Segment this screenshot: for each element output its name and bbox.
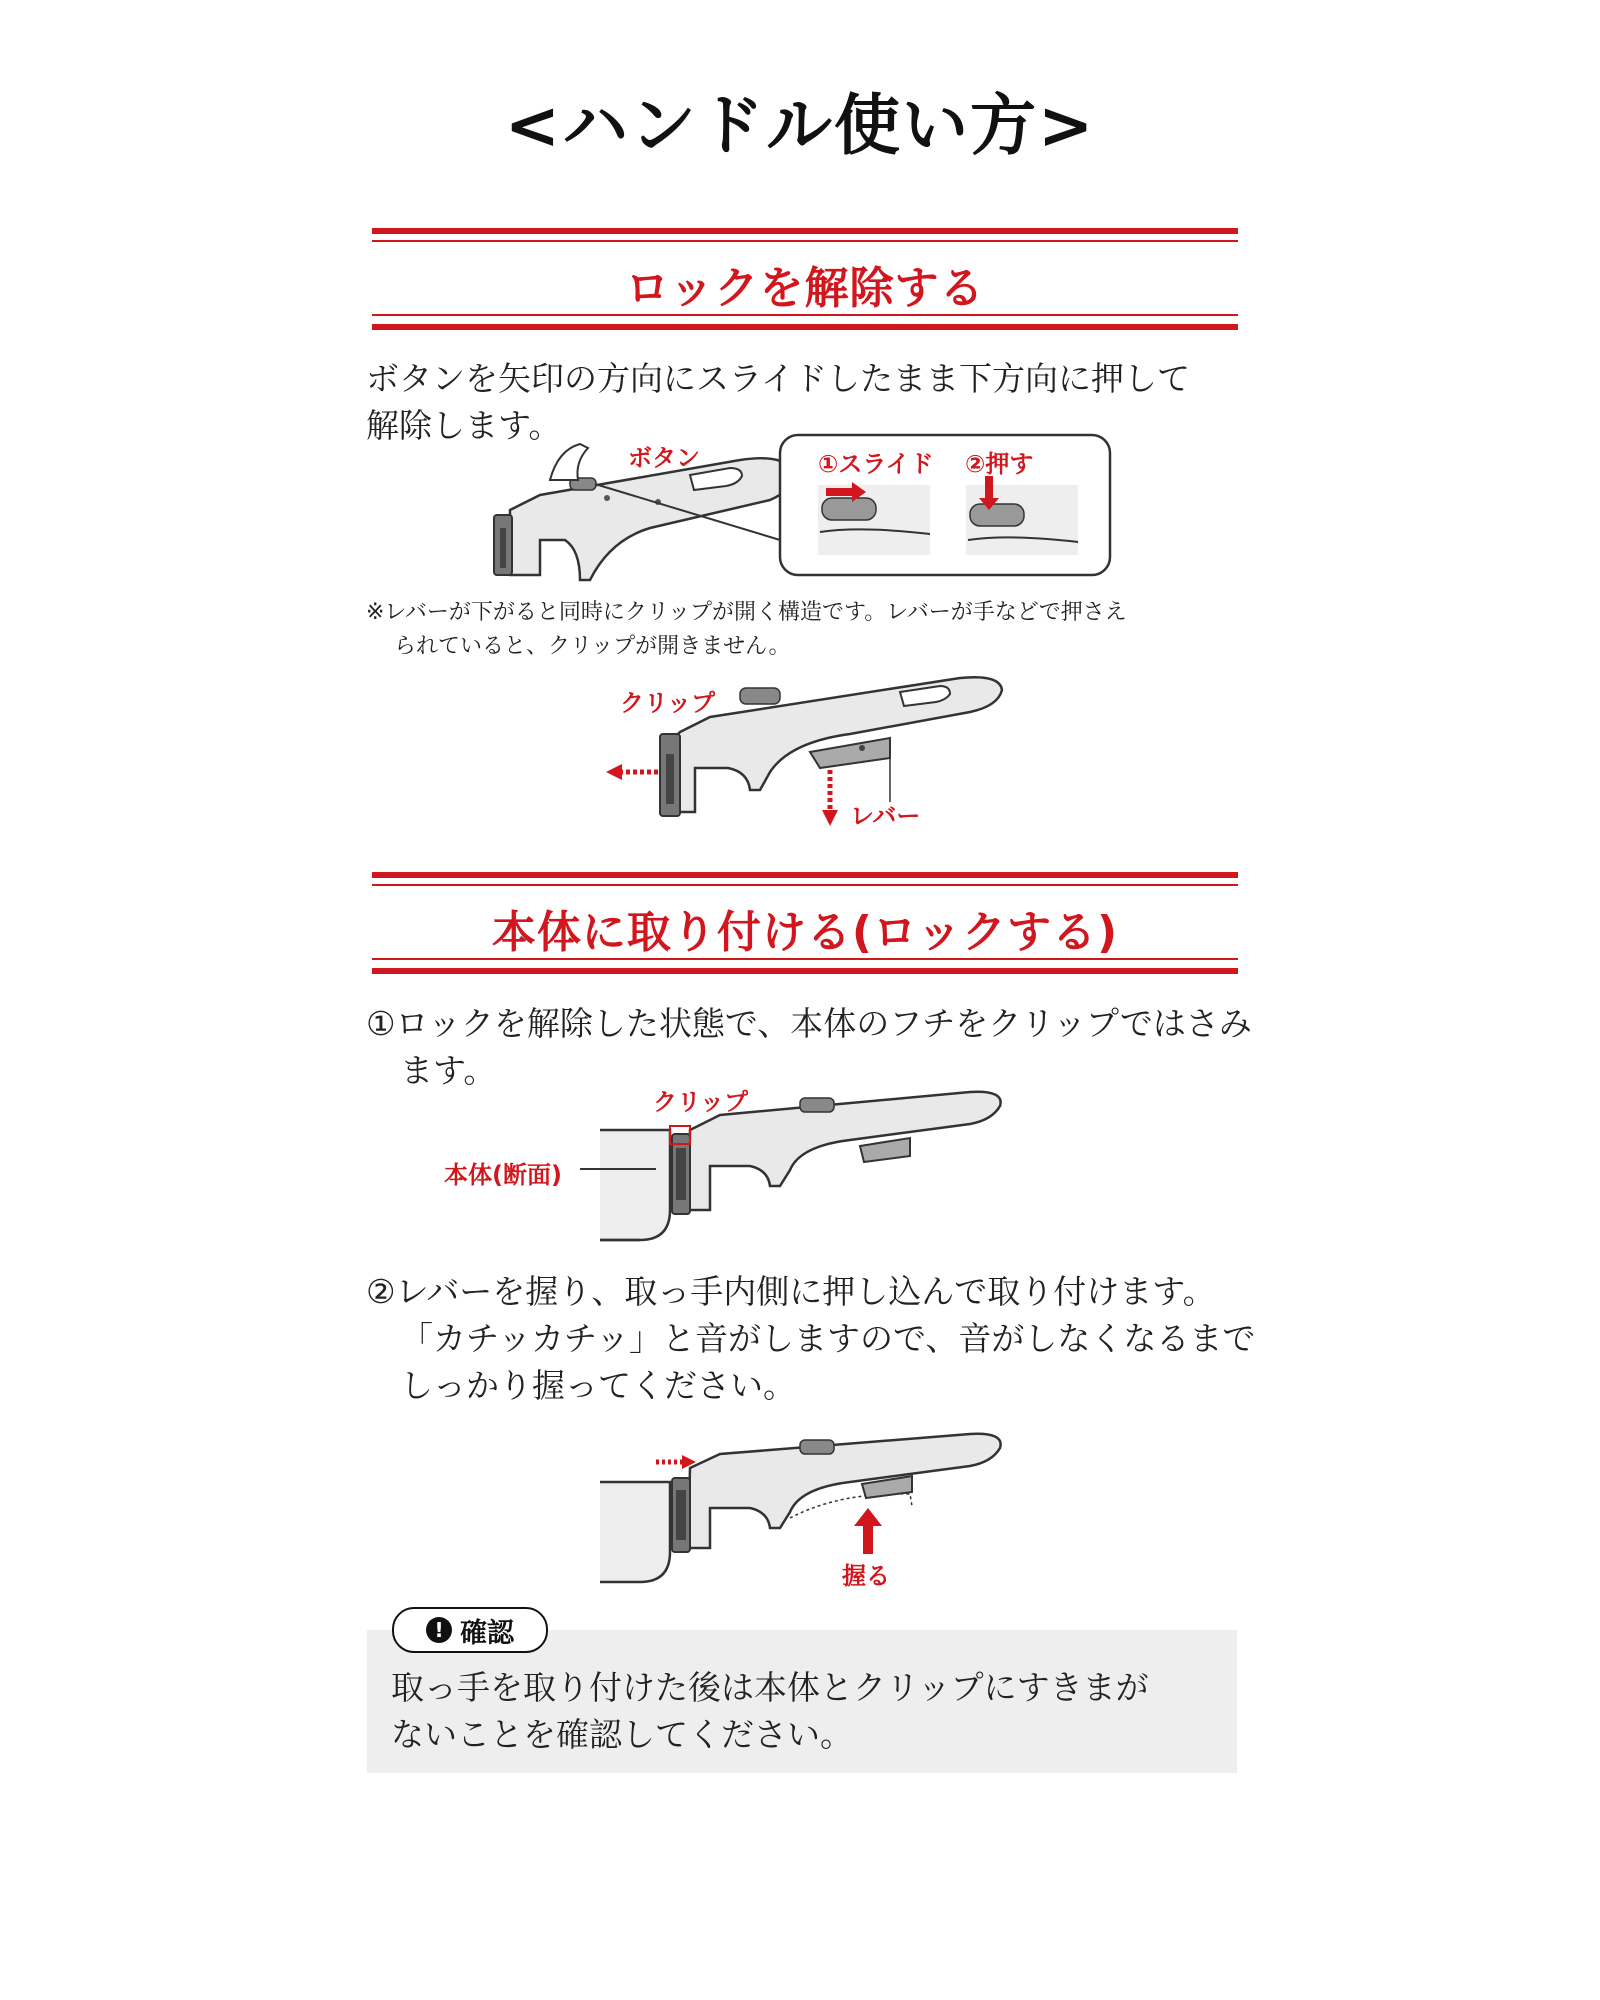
label-clip: クリップ bbox=[620, 689, 716, 717]
confirm-text-line2: ないことを確認してください。 bbox=[391, 1715, 853, 1754]
header-rule bbox=[372, 228, 1238, 234]
section2-title: 本体に取り付ける(ロックする) bbox=[491, 907, 1119, 958]
step1-line1: ①ロックを解除した状態で、本体のフチをクリップではさみ bbox=[366, 1004, 1252, 1043]
label-clip-step1: クリップ bbox=[653, 1088, 749, 1116]
section1-note-line2: られていると、クリップが開きません。 bbox=[394, 634, 791, 659]
header-rule bbox=[372, 968, 1238, 974]
section1-header bbox=[372, 228, 1238, 332]
header-rule bbox=[372, 240, 1238, 242]
grip-lever-illustration bbox=[600, 1432, 1010, 1592]
label-lever: レバー bbox=[850, 802, 921, 830]
header-rule bbox=[372, 884, 1238, 886]
label-push: ②押す bbox=[965, 450, 1034, 478]
section1-desc-line1: ボタンを矢印の方向にスライドしたまま下方向に押して bbox=[366, 359, 1191, 398]
step2-line1: ②レバーを握り、取っ手内側に押し込んで取り付けます。 bbox=[366, 1272, 1216, 1311]
label-slide: ①スライド bbox=[818, 450, 934, 478]
label-grip: 握る bbox=[842, 1562, 890, 1590]
step1-line2: ます。 bbox=[400, 1051, 497, 1090]
label-button: ボタン bbox=[628, 444, 700, 472]
section1-desc-line2: 解除します。 bbox=[366, 406, 562, 445]
section1-title: ロックを解除する bbox=[625, 263, 985, 314]
confirm-badge-label: 確認 bbox=[460, 1617, 514, 1649]
exclamation-icon: ! bbox=[426, 1617, 452, 1643]
confirm-badge bbox=[392, 1607, 548, 1653]
step2-line2: 「カチッカチッ」と音がしますので、音がしなくなるまで bbox=[400, 1319, 1256, 1358]
label-body-section: 本体(断面) bbox=[444, 1161, 562, 1189]
page-title: <ハンドル使い方> bbox=[504, 87, 1096, 164]
section2-header bbox=[372, 872, 1238, 976]
header-rule bbox=[372, 314, 1238, 316]
header-rule bbox=[372, 872, 1238, 878]
header-rule bbox=[372, 324, 1238, 330]
confirm-text-line1: 取っ手を取り付けた後は本体とクリップにすきまが bbox=[391, 1668, 1149, 1707]
header-rule bbox=[372, 958, 1238, 960]
section1-note-line1: ※レバーが下がると同時にクリップが開く構造です。レバーが手などで押さえ bbox=[366, 600, 1127, 625]
step2-line3: しっかり握ってください。 bbox=[400, 1366, 796, 1405]
body-leader-line bbox=[580, 1168, 656, 1170]
